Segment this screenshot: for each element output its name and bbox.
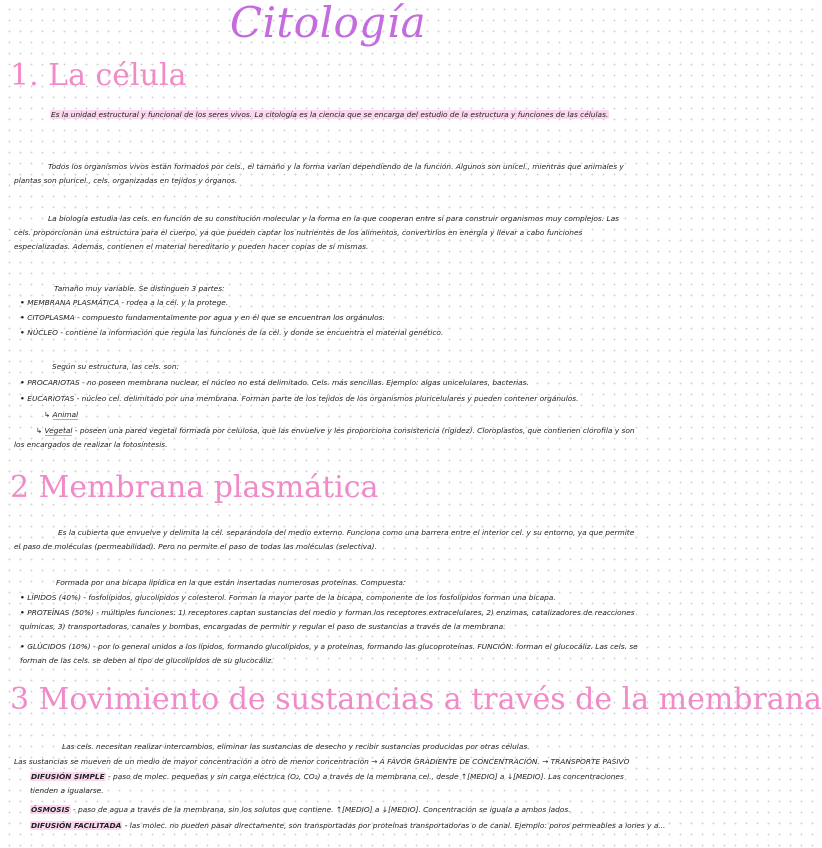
bullet-procariotas-text: PROCARIOTAS - no poseen membrana nuclear, el núcleo no está delimitado. Cels. más sencillas. Ejemplo: algas unicelulares, bacterias. xyxy=(27,378,529,387)
vegetal-label: Vegetal xyxy=(44,426,73,435)
facilitada-label: DIFUSIÓN FACILITADA xyxy=(31,821,122,830)
osmosis-label: ÓSMOSIS xyxy=(31,805,70,814)
bullet-lipidos: • LÍPIDOS (40%) - fosfolípidos, glucolípidos y colesterol. Forman la mayor parte de la bicapa, componente de los fosfolípidos forman una bicapa. xyxy=(20,593,556,602)
paragraph-structure-intro: Según su estructura, las cels. son: xyxy=(52,362,180,371)
bullet-glucidos: • GLÚCIDOS (10%) - por lo general unidos a los lípidos, formando glucolípidos, y a proteínas, formando las glucoproteínas. FUNCIÓN: forman el glucocáliz. Las cels. se forman de las cels. se deben al tipo de glucolípidos de su glucocáliz. xyxy=(20,642,638,665)
difusion-text: paso de molec. pequeñas y sin carga eléctrica (O₂, CO₂) a través de la membrana cel., desde ↑[MEDIO] a ↓[MEDIO]. Las concentraciones tienden a igualarse. xyxy=(30,772,624,795)
bullet-glucidos-text: GLÚCIDOS (10%) - por lo general unidos a los lípidos, formando glucolípidos, y a proteínas, formando las glucoproteínas. FUNCIÓN: forman el glucocáliz. Las cels. se forman de las cels. se deben al tipo de glucolípidos de su glucocáliz. xyxy=(20,642,638,665)
paragraph-cell-definition xyxy=(50,108,635,138)
definition-text: Es la unidad estructural y funcional de los seres vivos. La citología es la ciencia que se encarga del estudio de la estructura y funciones de las células. xyxy=(51,110,609,119)
paragraph-intercambios: Las cels. necesitan realizar intercambios, eliminar las sustancias de desecho y recibir sustancias producidas por otras células. xyxy=(62,742,530,751)
section-heading-movimiento: 3 Movimiento de sustancias a través de la membrana xyxy=(10,682,822,717)
paragraph-biology: La biología estudia las cels. en función de su constitución molecular y la forma en la que cooperan entre sí para construir organismos muy complejos. Las cels. proporcionan una estructura para el cuerpo, ya que pueden captar los nutrientes de los alimentos, convertirlos en energía y llevar a cabo funciones especializadas. Además, contienen el material hereditario y pueden hacer copias de sí mismas. xyxy=(14,214,619,251)
bullet-membrana: • MEMBRANA PLASMÁTICA - rodea a la cél. y la protege. xyxy=(20,298,229,307)
subtype-vegetal: ↳ Vegetal - poseen una pared vegetal formada por celulosa, que las envuelve y les proporciona consistencia (rigidez). Cloroplastos, que contienen clorofila y son los encargados de realizar la fotosíntesis. xyxy=(14,426,635,449)
bullet-proteinas-text: PROTEÍNAS (50%) - múltiples funciones: 1) receptores captan sustancias del medio y forman los receptores extracelulares, 2) enzimas, catalizadores de reacciones químicas, 3) transportadoras, canales y bombas, encargadas de permitir y regular el paso de sustancias a través de la membrana. xyxy=(20,608,635,631)
paragraph-organisms: Todos los organismos vivos están formados por cels., el tamaño y la forma varían dependiendo de la función. Algunos son unicel., mientras que animales y plantas son pluricel., cels. organizadas en tejidos y órganos. xyxy=(14,162,624,185)
bullet-citoplasma-text: CITOPLASMA - compuesto fundamentalmente por agua y en él que se encuentran los orgánulos. xyxy=(27,313,385,322)
paragraph-membrana-definition: Es la cubierta que envuelve y delimita la cél. separándola del medio externo. Funciona como una barrera entre el interior cel. y su entorno, ya que permite el paso de moléculas (permeabilidad). Pero no permite el paso de todas las moléculas (selectiva). xyxy=(14,528,635,551)
bullet-procariotas: • PROCARIOTAS - no poseen membrana nuclear, el núcleo no está delimitado. Cels. más sencillas. Ejemplo: algas unicelulares, bacterias. xyxy=(20,378,529,387)
animal-label: Animal xyxy=(52,410,79,419)
paragraph-parts-intro: Tamaño muy variable. Se distinguen 3 partes: xyxy=(54,284,225,293)
bullet-membrana-text: MEMBRANA PLASMÁTICA - rodea a la cél. y la protege. xyxy=(27,298,229,307)
bullet-nucleo: • NÚCLEO - contiene la información que regula las funciones de la cél. y donde se encuentra el material genético. xyxy=(20,328,444,337)
bullet-nucleo-text: NÚCLEO - contiene la información que regula las funciones de la cél. y donde se encuentra el material genético. xyxy=(27,328,444,337)
subtype-animal: ↳ Animal xyxy=(44,410,79,419)
bullet-lipidos-text: LÍPIDOS (40%) - fosfolípidos, glucolípidos y colesterol. Forman la mayor parte de la bicapa, componente de los fosfolípidos forman una bicapa. xyxy=(27,593,556,602)
bullet-proteinas: • PROTEÍNAS (50%) - múltiples funciones: 1) receptores captan sustancias del medio y forman los receptores extracelulares, 2) enzimas, catalizadores de reacciones químicas, 3) transportadoras, canales y bombas, encargadas de permitir y regular el paso de sustancias a través de la membrana. xyxy=(20,608,635,631)
bullet-citoplasma: • CITOPLASMA - compuesto fundamentalmente por agua y en él que se encuentran los orgánulos. xyxy=(20,313,385,322)
item-difusion-simple: DIFUSIÓN SIMPLE - paso de molec. pequeñas y sin carga eléctrica (O₂, CO₂) a través de la membrana cel., desde ↑[MEDIO] a ↓[MEDIO]. Las concentraciones tienden a igualarse. xyxy=(30,772,624,795)
section-heading-membrana: 2 Membrana plasmática xyxy=(10,470,379,505)
osmosis-text: paso de agua a través de la membrana, sin los solutos que contiene. ↑[MEDIO] a ↓[MEDIO]. Concentración se iguala a ambos lados. xyxy=(78,805,571,814)
difusion-label: DIFUSIÓN SIMPLE xyxy=(31,772,105,781)
item-osmosis: ÓSMOSIS - paso de agua a través de la membrana, sin los solutos que contiene. ↑[MEDIO] a ↓[MEDIO]. Concentración se iguala a ambos lados. xyxy=(31,805,571,814)
bullet-eucariotas-text: EUCARIOTAS - núcleo cel. delimitado por una membrana. Forman parte de los tejidos de los organismos pluricelulares y pueden contener orgánulos. xyxy=(27,394,579,403)
vegetal-text: poseen una pared vegetal formada por celulosa, que las envuelve y les proporciona consistencia (rigidez). Cloroplastos, que contienen clorofila y son los encargados de realizar la fotosíntesis. xyxy=(14,426,635,449)
facilitada-text: las molec. no pueden pasar directamente, son transportadas por proteínas transportadoras o de canal. Ejemplo: poros permeables a iones y a... xyxy=(129,821,666,830)
paragraph-bicapa: Formada por una bicapa lipídica en la que están insertadas numerosas proteínas. Compuesta: xyxy=(56,578,406,587)
item-difusion-facilitada: DIFUSIÓN FACILITADA - las molec. no pueden pasar directamente, son transportadas por proteínas transportadoras o de canal. Ejemplo: poros permeables a iones y a... xyxy=(31,821,666,830)
paragraph-gradiente: Las sustancias se mueven de un medio de mayor concentración a otro de menor concentración → A FAVOR GRADIENTE DE CONCENTRACIÓN. → TRANSPORTE PASIVO xyxy=(14,757,630,766)
section-heading-cell: 1. La célula xyxy=(10,58,187,93)
page-title: Citología xyxy=(229,0,427,47)
bullet-eucariotas: • EUCARIOTAS - núcleo cel. delimitado por una membrana. Forman parte de los tejidos de los organismos pluricelulares y pueden contener orgánulos. xyxy=(20,394,579,403)
